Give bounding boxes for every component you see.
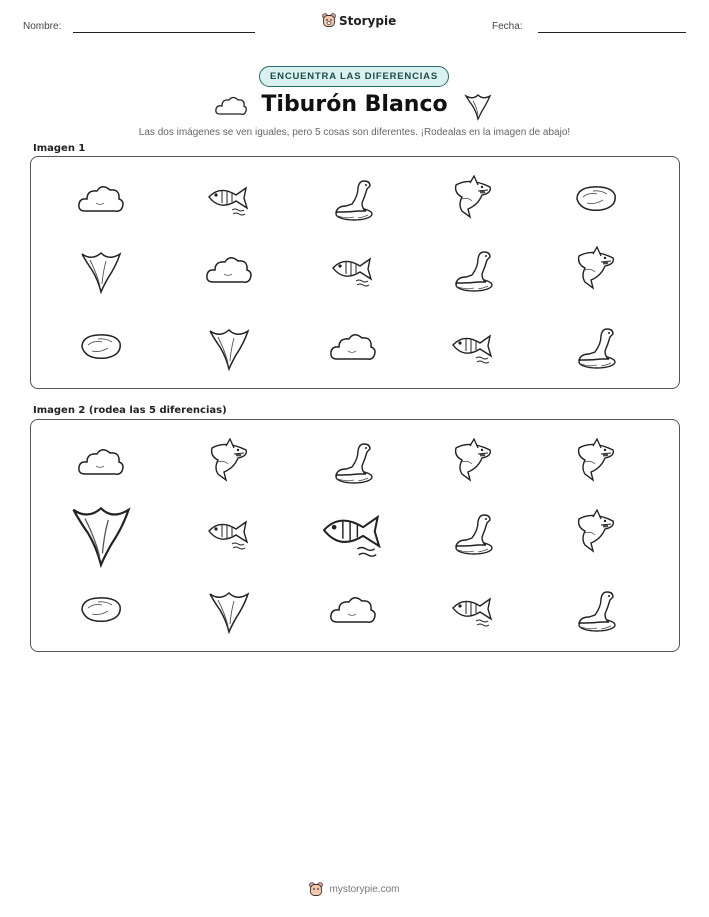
seal-icon[interactable] — [566, 584, 626, 636]
fish-icon[interactable] — [443, 584, 503, 636]
shark-icon[interactable] — [199, 436, 259, 488]
instructions: Las dos imágenes se ven iguales, pero 5 cosas son diferentes. ¡Rodealas en la imagen de abajo! — [138, 127, 571, 138]
activity-badge: ENCUENTRA LAS DIFERENCIAS — [259, 66, 449, 87]
tooth-icon[interactable] — [199, 584, 259, 636]
fish-icon — [323, 244, 383, 296]
image1-label: Imagen 1 — [33, 143, 86, 154]
cloud-icon — [71, 173, 131, 225]
fish-icon[interactable] — [323, 507, 383, 559]
stone-icon — [71, 321, 131, 373]
tooth-icon — [463, 91, 493, 121]
fish-icon — [199, 173, 259, 225]
bear-logo-icon — [309, 882, 323, 897]
footer-site[interactable]: mystorypie.com — [329, 884, 400, 895]
bear-logo-icon — [322, 13, 336, 28]
tooth-icon — [71, 244, 131, 296]
fish-icon — [443, 321, 503, 373]
cloud-icon — [323, 321, 383, 373]
seal-icon[interactable] — [323, 436, 383, 488]
seal-icon — [566, 321, 626, 373]
image2-label: Imagen 2 (rodea las 5 diferencias) — [33, 405, 227, 416]
date-field[interactable] — [538, 32, 686, 33]
cloud-icon[interactable] — [71, 436, 131, 488]
seal-icon — [323, 173, 383, 225]
shark-icon — [566, 244, 626, 296]
name-field[interactable] — [73, 32, 255, 33]
cloud-icon[interactable] — [323, 584, 383, 636]
footer — [0, 882, 709, 897]
shark-icon — [443, 173, 503, 225]
image1-panel — [30, 156, 680, 389]
fish-icon[interactable] — [199, 507, 259, 559]
date-label: Fecha: — [492, 21, 523, 32]
seal-icon[interactable] — [443, 507, 503, 559]
tooth-icon — [199, 321, 259, 373]
brand-logo — [322, 13, 396, 28]
name-label: Nombre: — [23, 21, 62, 32]
stone-icon[interactable] — [71, 584, 131, 636]
seal-icon — [443, 244, 503, 296]
stone-icon — [566, 173, 626, 225]
image2-panel[interactable] — [30, 419, 680, 652]
page-title: Tiburón Blanco — [261, 92, 448, 117]
shark-icon[interactable] — [566, 507, 626, 559]
shark-icon[interactable] — [443, 436, 503, 488]
brand-name: Storypie — [339, 13, 397, 28]
tooth-icon[interactable] — [71, 507, 131, 559]
cloud-icon — [199, 244, 259, 296]
shark-icon[interactable] — [566, 436, 626, 488]
